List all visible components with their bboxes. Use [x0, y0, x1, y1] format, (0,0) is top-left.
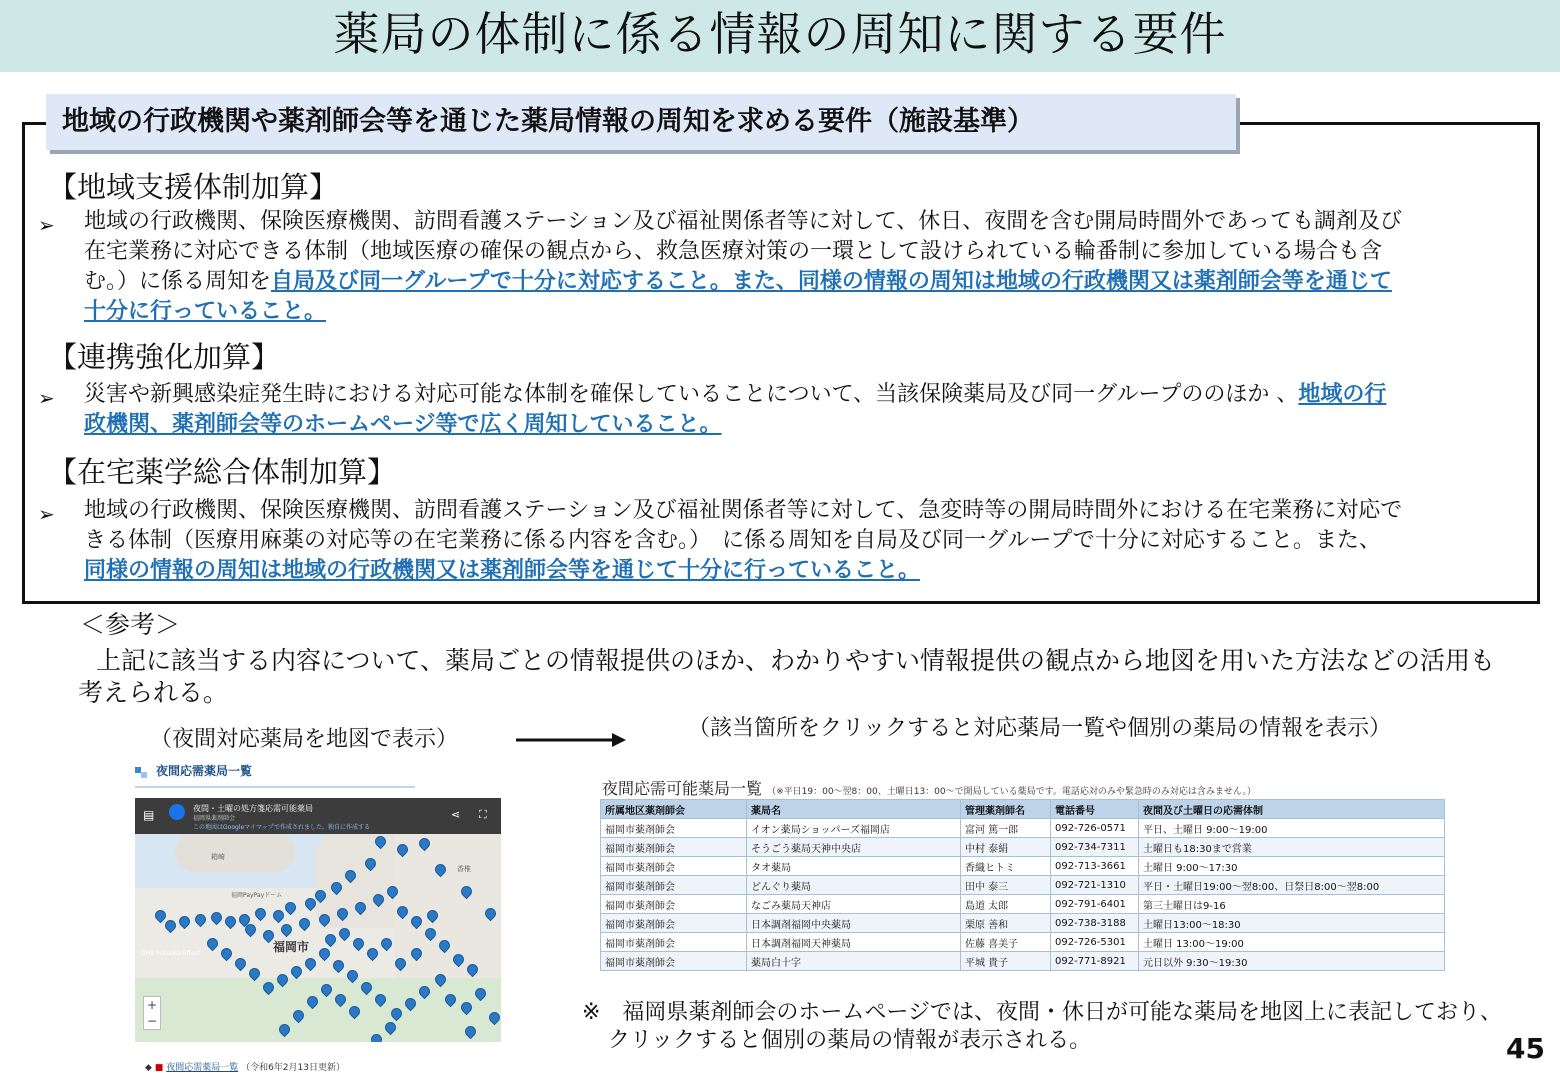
right-arrow-icon [514, 730, 630, 750]
table-cell: 島道 太郎 [961, 895, 1051, 914]
table-cell: 富河 篤一郎 [961, 819, 1051, 838]
table-cell: 平日・土曜日19:00～翌8:00、日祭日8:00～翌8:00 [1139, 876, 1445, 895]
map-note: この地図はGoogleマイマップで作成されました。独自に作成する [193, 824, 370, 831]
table-cell: 092-713-3661 [1051, 857, 1139, 876]
body-line: 地域の行政機関、保険医療機関、訪問看護ステーション及び福祉関係者等に対して、休日、夜間を含む開局時間外であっても調剤及び [84, 209, 1403, 234]
pharmacy-list-link[interactable]: 夜間応需薬局一覧 [166, 1063, 239, 1073]
table-cell: 日本調剤福岡中央薬局 [747, 914, 961, 933]
section-body-renkei-kyouka [84, 380, 1524, 440]
table-cell: 栗原 善和 [961, 914, 1051, 933]
highlight-text: 自局及び同一グループで十分に対応すること。また、同様の情報の周知は地域の行政機関又は薬剤師会等を通じて [271, 269, 1392, 294]
column-header: 薬局名 [747, 800, 961, 819]
table-cell: 福岡市薬剤師会 [601, 933, 747, 952]
column-header: 夜間及び土曜日の応需体制 [1139, 800, 1445, 819]
table-cell: 092-734-7311 [1051, 838, 1139, 857]
map-page-heading: 夜間応需薬局一覧 [156, 764, 253, 778]
table-cell: どんぐり薬局 [747, 876, 961, 895]
pdf-icon: ■ [154, 1063, 164, 1073]
table-cell: 元日以外 9:30～19:30 [1139, 952, 1445, 971]
table-row[interactable] [601, 933, 1445, 952]
table-cell: 福岡市薬剤師会 [601, 895, 747, 914]
map-label: 箱崎 [211, 853, 225, 861]
column-header: 管理薬剤師名 [961, 800, 1051, 819]
map-footer [145, 1060, 345, 1073]
table-row[interactable] [601, 838, 1445, 857]
table-cell: 土曜日 9:00～17:30 [1139, 857, 1445, 876]
zoom-control[interactable]: + − [143, 996, 161, 1030]
caption-table: （該当箇所をクリックすると対応薬局一覧や個別の薬局の情報を表示） [688, 716, 1392, 741]
table-cell: タオ薬局 [747, 857, 961, 876]
table-cell: 092-738-3188 [1051, 914, 1139, 933]
page-number: 45 [1506, 1032, 1545, 1065]
table-row[interactable] [601, 857, 1445, 876]
table-cell: 福岡市薬剤師会 [601, 914, 747, 933]
map-label: 福岡PayPayドーム [231, 892, 283, 899]
body-line: む。）に係る周知を自局及び同一グループで十分に対応すること。また、同様の情報の周知は地域の行政機関又は薬剤師会等を通じて [84, 269, 1392, 294]
table-cell: 土曜日13:00～18:30 [1139, 914, 1445, 933]
table-row[interactable] [601, 952, 1445, 971]
divider [135, 786, 415, 788]
table-row[interactable] [601, 895, 1445, 914]
table-cell: 土曜日も18:30まで営業 [1139, 838, 1445, 857]
body-line [84, 297, 1524, 327]
highlight-text: 同様の情報の周知は地域の行政機関又は薬剤師会等を通じて十分に行っていること。 [84, 558, 921, 583]
table-header-row [601, 800, 1445, 819]
arrow-bullet-icon: ➢ [38, 386, 55, 410]
pharmacy-table [600, 799, 1445, 971]
bullet-icon: ◆ [145, 1063, 155, 1073]
column-header: 電話番号 [1051, 800, 1139, 819]
map-label: GHB Fukuoka Effect [141, 950, 201, 957]
table-cell: 福岡市薬剤師会 [601, 857, 747, 876]
table-cell: 福岡市薬剤師会 [601, 876, 747, 895]
arrow-bullet-icon: ➢ [38, 213, 55, 237]
menu-icon[interactable]: ▤ [143, 808, 155, 822]
table-cell: 日本調剤福岡天神薬局 [747, 933, 961, 952]
body-line [84, 410, 1524, 440]
highlight-text: 十分に行っていること。 [84, 299, 327, 324]
table-cell: 第三土曜日は9-16 [1139, 895, 1445, 914]
reference-text-line1: 上記に該当する内容について、薬局ごとの情報提供のほか、わかりやすい情報提供の観点から地図を用いた方法などの活用も [96, 646, 1496, 675]
body-line: 災害や新興感染症発生時における対応可能な体制を確保していることについて、当該保険薬局及び同一グループののほか 、地域の行 [84, 382, 1387, 407]
table-cell: 土曜日 13:00～19:00 [1139, 933, 1445, 952]
section-body-chiiki-shien [84, 207, 1524, 327]
table-cell: 092-721-1310 [1051, 876, 1139, 895]
column-header: 所属地区薬剤師会 [601, 800, 747, 819]
box-header-title: 地域の行政機関や薬剤師会等を通じた薬局情報の周知を求める要件（施設基準） [62, 106, 1034, 137]
table-cell: イオン薬局ショッパーズ福岡店 [747, 819, 961, 838]
footnote-line1: ※ 福岡県薬剤師会のホームページでは、夜間・休日が可能な薬局を地図上に表記しており、 [582, 1000, 1502, 1025]
body-line: 地域の行政機関、保険医療機関、訪問看護ステーション及び福祉関係者等に対して、急変時等の開局時間外における在宅業務に対応で [84, 498, 1403, 523]
table-cell: 福岡市薬剤師会 [601, 952, 747, 971]
avatar [169, 804, 185, 820]
fullscreen-icon[interactable]: ⛶ [479, 808, 487, 821]
map-title: 夜間・土曜の処方箋応需可能薬局 [193, 804, 313, 813]
map-label: 香椎 [457, 865, 471, 873]
table-title-row [602, 776, 1256, 799]
body-line [84, 556, 1524, 586]
table-cell: 平日、土曜日 9:00～19:00 [1139, 819, 1445, 838]
page-title: 薬局の体制に係る情報の周知に関する要件 [333, 7, 1227, 61]
reference-text-line2: 考えられる。 [78, 678, 229, 707]
table-cell: なごみ薬局天神店 [747, 895, 961, 914]
update-date: （令和6年2月13日更新） [241, 1063, 345, 1073]
page-icon [135, 765, 149, 779]
highlight-text: 地域の行 [1298, 382, 1387, 407]
table-cell: 佐藤 喜美子 [961, 933, 1051, 952]
table-cell: 092-791-6401 [1051, 895, 1139, 914]
table-cell: 中村 泰絹 [961, 838, 1051, 857]
table-note: （※平日19：00～翌8：00、土曜日13：00～で開局している薬局です。電話応対のみや緊急時のみ対応は含みません。） [767, 787, 1256, 797]
map-label: 福岡市 [273, 940, 310, 954]
table-cell: 薬局白十字 [747, 952, 961, 971]
section-body-zaitaku-yakugaku [84, 496, 1524, 586]
table-cell: 092-726-0571 [1051, 819, 1139, 838]
section-title-renkei-kyouka: 【連携強化加算】 [48, 340, 281, 374]
arrow-bullet-icon: ➢ [38, 502, 55, 526]
table-row[interactable] [601, 819, 1445, 838]
table-cell: 092-771-8921 [1051, 952, 1139, 971]
table-cell: 田中 泰三 [961, 876, 1051, 895]
table-cell: 福岡市薬剤師会 [601, 819, 747, 838]
night-pharmacy-map[interactable] [135, 798, 501, 1042]
section-title-chiiki-shien: 【地域支援体制加算】 [48, 170, 339, 204]
body-line: きる体制（医療用麻薬の対応等の在宅業務に係る内容を含む。） に係る周知を自局及び同一グループで十分に対応すること。また、 [84, 528, 1381, 553]
table-cell: 092-726-5301 [1051, 933, 1139, 952]
table-title: 夜間応需可能薬局一覧 [602, 779, 763, 798]
footnote-line2: クリックすると個別の薬局の情報が表示される。 [608, 1028, 1092, 1053]
table-row[interactable] [601, 914, 1445, 933]
table-cell: そうごう薬局天神中央店 [747, 838, 961, 857]
table-cell: 平城 貴子 [961, 952, 1051, 971]
map-subtitle: 福岡県薬剤師会 [193, 815, 236, 822]
section-title-zaitaku-yakugaku: 【在宅薬学総合体制加算】 [48, 455, 397, 489]
table-row[interactable] [601, 876, 1445, 895]
table-cell: 香織ヒトミ [961, 857, 1051, 876]
reference-heading: ＜参考＞ [80, 610, 181, 639]
body-line: 在宅業務に対応できる体制（地域医療の確保の観点から、救急医療対策の一環として設けられている輪番制に参加している場合も含 [84, 239, 1383, 264]
table-cell: 福岡市薬剤師会 [601, 838, 747, 857]
highlight-text: 政機関、薬剤師会等のホームページ等で広く周知していること。 [84, 412, 722, 437]
share-icon[interactable]: ⋖ [451, 808, 461, 821]
caption-map: （夜間対応薬局を地図で表示） [150, 727, 459, 752]
